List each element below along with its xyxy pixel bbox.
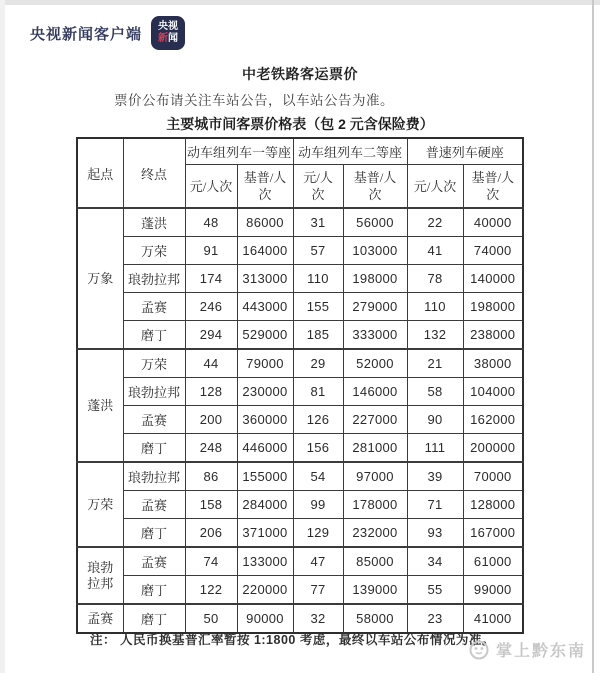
badge-line2 xyxy=(158,33,178,45)
fare-cell: 74 xyxy=(185,547,237,576)
fare-cell: 86000 xyxy=(237,208,293,237)
table-row xyxy=(77,237,523,265)
fare-cell: 146000 xyxy=(343,378,407,406)
cctv-news-app-icon[interactable] xyxy=(151,16,185,50)
fare-cell: 133000 xyxy=(237,547,293,576)
fare-cell: 220000 xyxy=(237,576,293,605)
fare-cell: 78 xyxy=(407,265,463,293)
destination-cell: 琅勃拉邦 xyxy=(123,462,185,491)
article-title: 中老铁路客运票价 xyxy=(242,66,358,82)
table-row xyxy=(77,434,523,463)
page-right-edge xyxy=(592,0,594,673)
fare-cell: 104000 xyxy=(463,378,523,406)
table-row xyxy=(77,321,523,350)
destination-cell: 磨丁 xyxy=(123,519,185,548)
fare-cell: 48 xyxy=(185,208,237,237)
destination-cell: 琅勃拉邦 xyxy=(123,265,185,293)
fare-cell: 155000 xyxy=(237,462,293,491)
fare-cell: 333000 xyxy=(343,321,407,350)
fare-cell: 200000 xyxy=(463,434,523,463)
fare-cell: 110 xyxy=(293,265,343,293)
col-header-destination: 终点 xyxy=(123,138,185,208)
fare-cell: 284000 xyxy=(237,491,293,519)
fare-cell: 91 xyxy=(185,237,237,265)
fare-cell: 81 xyxy=(293,378,343,406)
fare-cell: 313000 xyxy=(237,265,293,293)
brand-name[interactable]: 央视新闻客户端 xyxy=(30,25,143,43)
table-header-row-groups xyxy=(77,138,523,165)
fare-cell: 294 xyxy=(185,321,237,350)
fare-cell: 126 xyxy=(293,406,343,434)
table-row xyxy=(77,604,523,633)
fare-cell: 164000 xyxy=(237,237,293,265)
destination-cell: 孟赛 xyxy=(123,547,185,576)
page-top-strip xyxy=(0,0,600,5)
fare-cell: 167000 xyxy=(463,519,523,548)
fare-table xyxy=(76,137,524,634)
origin-cell: 蓬洪 xyxy=(77,349,123,462)
col-header-second-class: 动车组列车二等座 xyxy=(293,138,407,165)
fare-cell: 56000 xyxy=(343,208,407,237)
fare-cell: 38000 xyxy=(463,349,523,378)
fare-cell: 174 xyxy=(185,265,237,293)
fare-cell: 39 xyxy=(407,462,463,491)
destination-cell: 琅勃拉邦 xyxy=(123,378,185,406)
fare-cell: 158 xyxy=(185,491,237,519)
fare-cell: 97000 xyxy=(343,462,407,491)
fare-cell: 99000 xyxy=(463,576,523,605)
notice-paragraph: 票价公布请关注车站公告，以车站公告为准。 xyxy=(114,93,394,108)
fare-cell: 185 xyxy=(293,321,343,350)
fare-cell: 22 xyxy=(407,208,463,237)
fare-cell: 85000 xyxy=(343,547,407,576)
watermark-logo-icon xyxy=(468,639,490,661)
destination-cell: 孟赛 xyxy=(123,293,185,321)
fare-cell: 281000 xyxy=(343,434,407,463)
fare-cell: 32 xyxy=(293,604,343,633)
destination-cell: 磨丁 xyxy=(123,576,185,605)
destination-cell: 磨丁 xyxy=(123,604,185,633)
badge-char-red: 新 xyxy=(158,33,169,44)
fare-cell: 34 xyxy=(407,547,463,576)
col-header-first-class: 动车组列车一等座 xyxy=(185,138,293,165)
fare-cell: 50 xyxy=(185,604,237,633)
col-header-hard-seat: 普速列车硬座 xyxy=(407,138,523,165)
fare-table-grid xyxy=(76,137,524,634)
fare-cell: 198000 xyxy=(463,293,523,321)
fare-cell: 44 xyxy=(185,349,237,378)
fare-cell: 93 xyxy=(407,519,463,548)
unit-header-kip: 基普/人次 xyxy=(463,165,523,209)
watermark xyxy=(468,638,586,661)
col-header-origin: 起点 xyxy=(77,138,123,208)
table-row xyxy=(77,519,523,548)
fare-cell: 140000 xyxy=(463,265,523,293)
table-caption: 主要城市间客票价格表（包 2 元含保险费） xyxy=(166,116,434,132)
origin-cell: 孟赛 xyxy=(77,604,123,633)
table-row xyxy=(77,491,523,519)
fare-cell: 246 xyxy=(185,293,237,321)
origin-cell: 琅勃拉邦 xyxy=(77,547,123,604)
fare-cell: 71 xyxy=(407,491,463,519)
fare-cell: 90 xyxy=(407,406,463,434)
page-left-edge xyxy=(0,0,5,673)
fare-cell: 446000 xyxy=(237,434,293,463)
destination-cell: 孟赛 xyxy=(123,491,185,519)
exchange-rate-footnote: 注： 人民币换基普汇率暂按 1:1800 考虑，最终以车站公布情况为准。 xyxy=(90,633,495,647)
destination-cell: 蓬洪 xyxy=(123,208,185,237)
fare-cell: 371000 xyxy=(237,519,293,548)
table-row xyxy=(77,547,523,576)
table-row xyxy=(77,349,523,378)
fare-cell: 40000 xyxy=(463,208,523,237)
fare-cell: 178000 xyxy=(343,491,407,519)
table-row xyxy=(77,462,523,491)
fare-cell: 90000 xyxy=(237,604,293,633)
unit-header-yuan: 元/人次 xyxy=(407,165,463,209)
fare-cell: 41000 xyxy=(463,604,523,633)
fare-cell: 86 xyxy=(185,462,237,491)
fare-cell: 238000 xyxy=(463,321,523,350)
fare-cell: 21 xyxy=(407,349,463,378)
watermark-label: 掌上黔东南 xyxy=(495,643,586,660)
fare-cell: 23 xyxy=(407,604,463,633)
fare-cell: 57 xyxy=(293,237,343,265)
fare-cell: 103000 xyxy=(343,237,407,265)
fare-cell: 77 xyxy=(293,576,343,605)
fare-cell: 443000 xyxy=(237,293,293,321)
brand-header[interactable] xyxy=(30,16,185,50)
fare-cell: 279000 xyxy=(343,293,407,321)
table-row xyxy=(77,208,523,237)
fare-cell: 31 xyxy=(293,208,343,237)
fare-cell: 41 xyxy=(407,237,463,265)
table-row xyxy=(77,265,523,293)
fare-cell: 132 xyxy=(407,321,463,350)
fare-cell: 248 xyxy=(185,434,237,463)
fare-cell: 156 xyxy=(293,434,343,463)
fare-cell: 54 xyxy=(293,462,343,491)
fare-cell: 128000 xyxy=(463,491,523,519)
unit-header-yuan: 元/人次 xyxy=(185,165,237,209)
fare-cell: 122 xyxy=(185,576,237,605)
fare-cell: 55 xyxy=(407,576,463,605)
fare-cell: 198000 xyxy=(343,265,407,293)
table-row xyxy=(77,576,523,605)
destination-cell: 孟赛 xyxy=(123,406,185,434)
fare-cell: 79000 xyxy=(237,349,293,378)
fare-cell: 70000 xyxy=(463,462,523,491)
unit-header-kip: 基普/人次 xyxy=(343,165,407,209)
fare-cell: 227000 xyxy=(343,406,407,434)
origin-cell: 万象 xyxy=(77,208,123,349)
fare-cell: 52000 xyxy=(343,349,407,378)
fare-cell: 111 xyxy=(407,434,463,463)
fare-cell: 58000 xyxy=(343,604,407,633)
fare-cell: 200 xyxy=(185,406,237,434)
unit-header-kip: 基普/人次 xyxy=(237,165,293,209)
table-row xyxy=(77,406,523,434)
fare-cell: 232000 xyxy=(343,519,407,548)
destination-cell: 万荣 xyxy=(123,349,185,378)
badge-char-rest: 闻 xyxy=(168,33,179,44)
fare-cell: 128 xyxy=(185,378,237,406)
fare-cell: 110 xyxy=(407,293,463,321)
origin-cell: 万荣 xyxy=(77,462,123,547)
fare-cell: 162000 xyxy=(463,406,523,434)
fare-cell: 206 xyxy=(185,519,237,548)
destination-cell: 磨丁 xyxy=(123,434,185,463)
fare-cell: 360000 xyxy=(237,406,293,434)
fare-cell: 155 xyxy=(293,293,343,321)
table-row xyxy=(77,293,523,321)
fare-cell: 139000 xyxy=(343,576,407,605)
unit-header-yuan: 元/人次 xyxy=(293,165,343,209)
fare-cell: 529000 xyxy=(237,321,293,350)
fare-cell: 58 xyxy=(407,378,463,406)
fare-cell: 230000 xyxy=(237,378,293,406)
destination-cell: 磨丁 xyxy=(123,321,185,350)
fare-cell: 99 xyxy=(293,491,343,519)
fare-cell: 74000 xyxy=(463,237,523,265)
table-row xyxy=(77,378,523,406)
destination-cell: 万荣 xyxy=(123,237,185,265)
fare-cell: 61000 xyxy=(463,547,523,576)
badge-line1: 央视 xyxy=(158,21,179,32)
fare-cell: 47 xyxy=(293,547,343,576)
fare-cell: 129 xyxy=(293,519,343,548)
fare-cell: 29 xyxy=(293,349,343,378)
